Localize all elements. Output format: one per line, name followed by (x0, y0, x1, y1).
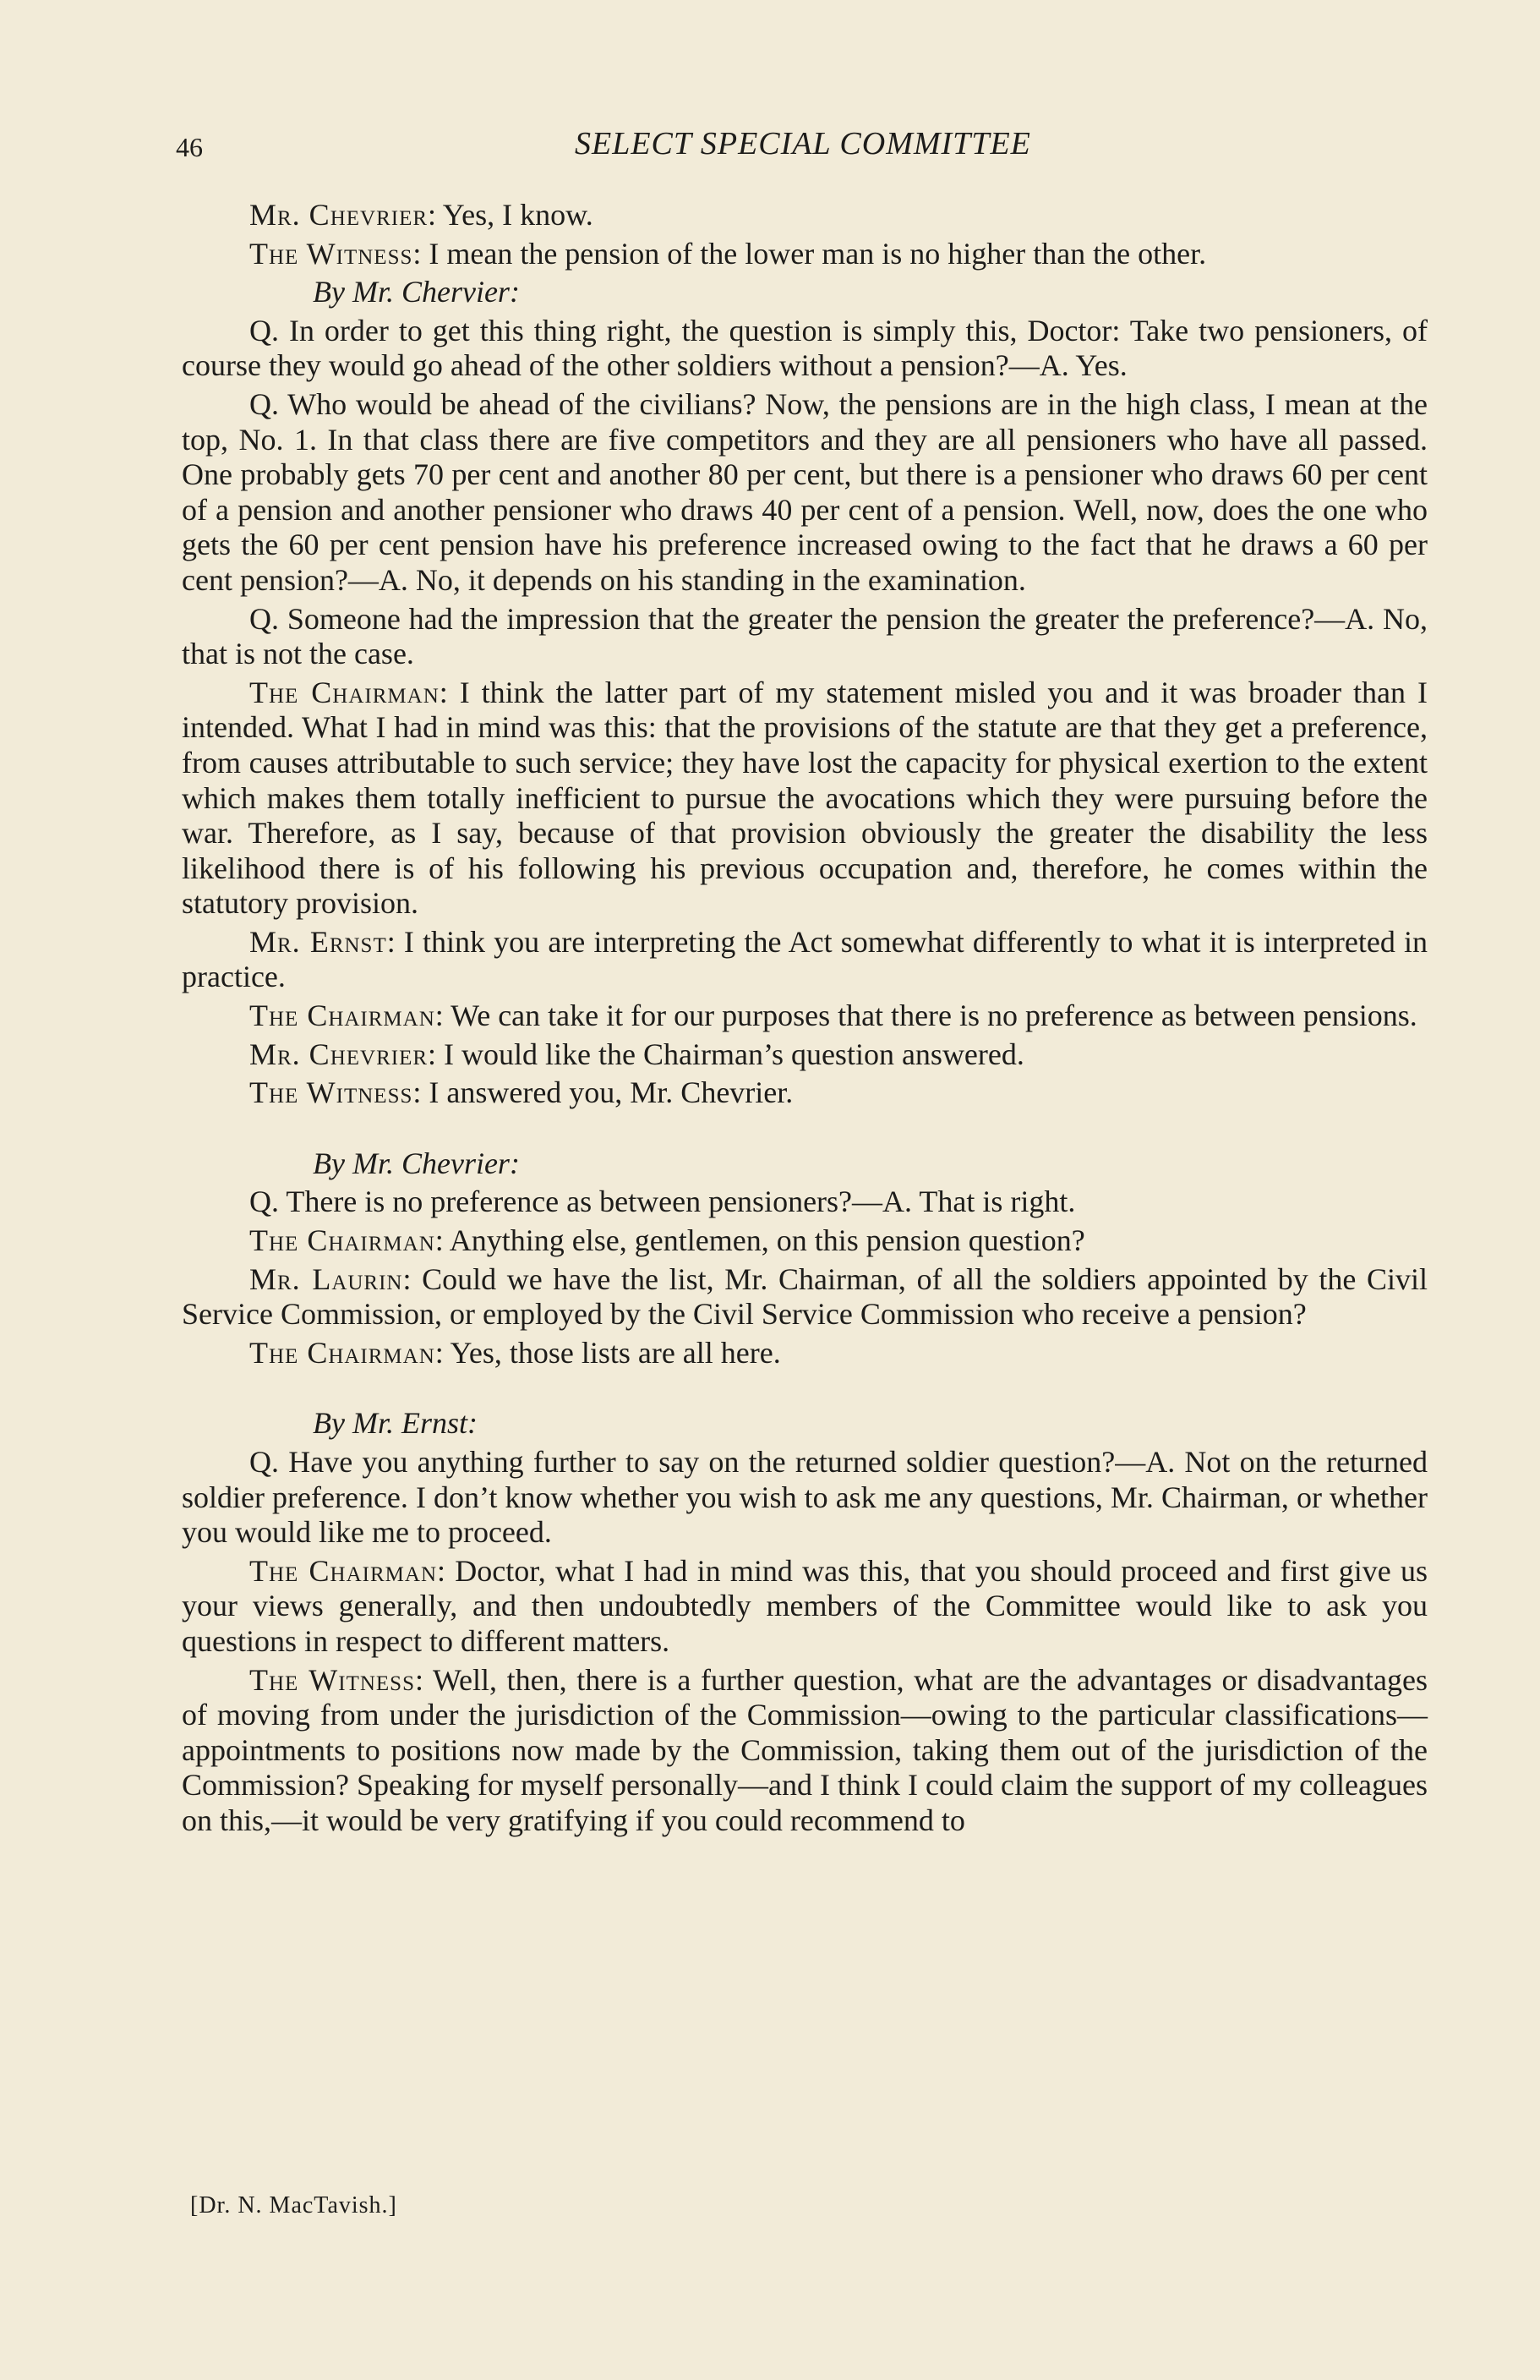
transcript-paragraph (182, 1336, 1428, 1371)
speaker-name: Mr. Chevrier (249, 1037, 429, 1071)
paragraph-text: : Yes, I know. (428, 198, 593, 232)
page-header (176, 125, 1427, 167)
transcript-paragraph (182, 1075, 1428, 1111)
paragraph-text: : Could we have the list, Mr. Chairman, of all the soldiers appointed by the Civil Service Commission, or employed by the Civil Service Commission who receive a pension? (182, 1261, 1428, 1332)
speaker-name: Mr. Ernst (249, 924, 387, 959)
transcript-paragraph (182, 676, 1428, 922)
paragraph-text: : Yes, those lists are all here. (434, 1335, 781, 1370)
transcript-paragraph (182, 237, 1428, 272)
speaker-footnote: [Dr. N. MacTavish.] (190, 2192, 397, 2219)
paragraph-text: : I would like the Chairman’s question answered. (428, 1037, 1024, 1071)
questioner-heading: By Mr. Chervier: (313, 275, 520, 309)
transcript-paragraph (182, 1037, 1428, 1073)
speaker-name: The Witness (249, 1075, 413, 1110)
transcript-paragraph (182, 1223, 1428, 1259)
transcript-paragraph: Q. Who would be ahead of the civilians? Now, the pensions are in the high class, I mean at the top, No. 1. In that class there are five competitors and they are all pensioners who have all passed. One probably gets 70 per cent and another 80 per cent, but there is a pensioner who draws 60 per cent of a pension and another pensioner who draws 40 per cent of a pension. Well, now, does the one who gets the 60 per cent pension have his preference increased owing to the fact that he draws a 60 per cent pension?—A. No, it depends on his standing in the examination. (182, 386, 1428, 597)
transcript-paragraph: Q. There is no preference as between pensioners?—A. That is right. (249, 1185, 1076, 1219)
questioner-heading: By Mr. Chevrier: (313, 1146, 520, 1180)
speaker-name: The Chairman (249, 999, 435, 1033)
paragraph-text: : I mean the pension of the lower man is no higher than the other. (412, 236, 1207, 271)
transcript-paragraph (182, 1663, 1428, 1839)
transcript-paragraph: Q. Have you anything further to say on the returned soldier question?—A. Not on the returned soldier preference. I don’t know whether you wish to ask me any questions, Mr. Chairman, or whether you would like me to proceed. (182, 1445, 1428, 1550)
transcript-paragraph (182, 1262, 1428, 1332)
paragraph-text: : Anything else, gentlemen, on this pension question? (434, 1223, 1085, 1258)
speaker-name: The Witness (249, 1662, 415, 1697)
speaker-name: The Witness (249, 236, 413, 271)
speaker-name: Mr. Chevrier (249, 198, 429, 232)
speaker-name: Mr. Laurin (249, 1261, 403, 1296)
speaker-name: The Chairman (249, 675, 440, 709)
running-title: SELECT SPECIAL COMMITTEE (575, 126, 1031, 161)
transcript-body (182, 198, 1428, 1839)
paragraph-text: : I answered you, Mr. Chevrier. (412, 1075, 794, 1110)
questioner-heading: By Mr. Ernst: (313, 1406, 478, 1441)
paragraph-text: : Well, then, there is a further question, what are the advantages or disadvantages of moving from under the jurisdiction of the Commission—owing to the particular classifications—appointments to positions now made by the Commission, taking them out of the jurisdiction of the Commission? Speaking for myself personally—and I think I could claim the support of my colleagues on this,—it would be very gratifying if you could recommend to (182, 1662, 1428, 1837)
speaker-name: The Chairman (249, 1553, 437, 1588)
paragraph-text: : We can take it for our purposes that there is no preference as between pensions. (434, 999, 1417, 1033)
speaker-name: The Chairman (249, 1335, 435, 1370)
transcript-paragraph (182, 925, 1428, 995)
transcript-paragraph: Q. In order to get this thing right, the question is simply this, Doctor: Take two pensioners, of course they would go ahead of the other soldiers without a pension?—A. Yes. (182, 313, 1428, 383)
page-number: 46 (176, 132, 203, 162)
transcript-paragraph: Q. Someone had the impression that the greater the pension the greater the preference?—A. No, that is not the case. (182, 601, 1428, 671)
transcript-paragraph (182, 999, 1428, 1034)
speaker-name: The Chairman (249, 1223, 435, 1258)
transcript-paragraph (182, 1554, 1428, 1660)
paragraph-text: : Doctor, what I had in mind was this, that you should proceed and first give us your views generally, and then undoubtedly members of the Committee would like to ask you questions in respect to different matters. (182, 1553, 1428, 1658)
paragraph-text: : I think the latter part of my statement misled you and it was broader than I intended. What I had in mind was this: that the provisions of the statute are that they get a preference, from causes attributable to such service; they have lost the capacity for physical exertion to the extent which makes them totally inefficient to pursue the avocations which they were pursuing before the war. Therefore, as I say, because of that provision obviously the greater the disability the less likelihood there is of his following his previous occupation and, therefore, he comes within the statutory provision. (182, 675, 1428, 921)
paragraph-text: : I think you are interpreting the Act somewhat differently to what it is interpreted in practice. (182, 924, 1428, 994)
transcript-paragraph (182, 198, 1428, 233)
